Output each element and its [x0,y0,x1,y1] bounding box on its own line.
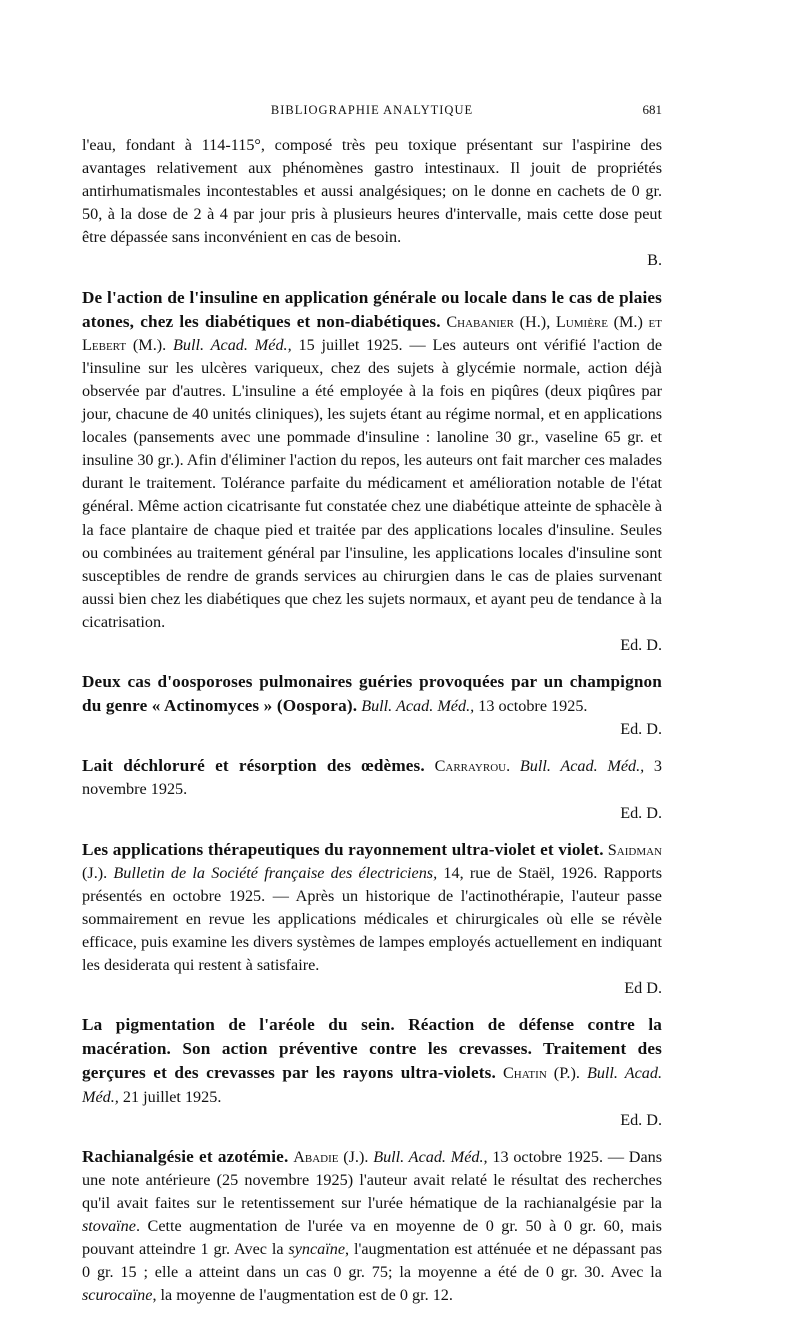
entry-body-part: . Cette augmentation de l'urée va en moyenne de 0 gr. 50 à 0 gr. 60, mais pouvant atteindre 1 gr. Avec la [82,1217,662,1259]
entry-date: 15 juillet 1925. [298,335,403,354]
entry-title: La pigmentation de l'aréole du sein. Réaction de défense contre la macération. Son action préventive contre les crevasses. Traitement des gerçures et des crevasses par les rayons ultra-violets. [82,1015,662,1083]
entry-title: Les applications thérapeutiques du rayonnement ultra-violet et violet. [82,839,604,859]
entry-date: 13 octobre 1925. [478,697,588,716]
entry-pigmentation [82,1013,662,1131]
entry-journal: Bull. Acad. Méd., [519,757,645,776]
entry-ultra-violet [82,838,662,1001]
entry-rachianalgesie [82,1145,662,1308]
entry-body-part: , l'augmentation est atténuée et ne dépassant pas 0 gr. 15 ; elle a atteint dans un cas 0 gr. 75; la moyenne a été de 0 gr. 30. Avec la [82,1240,662,1282]
entry-signature: Ed D. [624,979,662,998]
running-title: BIBLIOGRAPHIE ANALYTIQUE [270,103,474,117]
entry-journal: Bull. Acad. Méd., [361,697,475,716]
entry-title: Deux cas d'oosporoses pulmonaires guéries provoquées par un champignon du genre « Actinomyces » (Oospora). [82,672,662,716]
entry-authors: Carrayrou. [434,757,511,776]
page-header [82,98,662,122]
entry-date: 14, rue de Staël, 1926. [443,863,598,882]
entry-journal: Bull. Acad. Méd., [82,1064,663,1106]
entry-lait-dechlorure [82,754,662,824]
entry-title: De l'action de l'insuline en application générale ou locale dans le cas de plaies atones, chez les diabétiques et non-diabétiques. [82,287,662,331]
entry-continuation [82,134,662,273]
drug-name: scurocaïne [82,1286,153,1305]
entry-title: Lait déchloruré et résorption des œdèmes. [82,756,425,776]
entry-authors: Abadie (J.). [293,1147,369,1166]
entry-body-part: , la moyenne de l'augmentation est de 0 gr. 12. [152,1286,453,1305]
entry-signature: Ed. D. [620,635,662,654]
drug-name: stovaïne [82,1217,136,1236]
entry-signature: Ed. D. [620,803,662,822]
entry-journal: Bull. Acad. Méd., [373,1147,488,1166]
drug-name: syncaïne [288,1240,346,1259]
page-number: 681 [642,102,662,117]
entry-journal: Bull. Acad. Méd., [173,335,292,354]
entry-journal: Bulletin de la Société française des électriciens, [113,863,438,882]
entry-date: 3 novembre 1925. [82,757,663,799]
entry-authors: Saidman (J.). [82,840,662,882]
entry-body-part: — Dans une note antérieure (25 novembre 1925) l'auteur avait relaté le résultat des recherches qu'il avait faites sur le retentissement sur l'urée hématique de la rachianalgésie par la [82,1147,663,1212]
entry-date: 13 octobre 1925. [492,1147,604,1166]
entry-body: Rapports présentés en octobre 1925. — Après un historique de l'actinothérapie, l'auteur passe sommairement en revue les applications médicales et chirurgicales où elle se révèle efficace, puis examine les divers systèmes de lampes employés actuellement en indiquant les desiderata qui restent à satisfaire. [82,863,662,975]
entry-title: Rachianalgésie et azotémie. [82,1146,289,1166]
entry-insuline [82,286,662,658]
entry-signature: Ed. D. [620,1110,662,1129]
entry-body: l'eau, fondant à 114-115°, composé très peu toxique présentant sur l'aspirine des avantages relativement aux phénomènes gastro intestinaux. Il jouit de propriétés antirhumatismales incontestables et aussi analgésiques; on le donne en cachets de 0 gr. 50, à la dose de 2 à 4 par jour pris à plusieurs heures d'intervalle, mais cette dose peut être dépassée sans inconvénient en cas de besoin. [82,136,662,247]
entry-signature: Ed. D. [620,720,662,739]
entry-authors: Chabanier (H.), Lumière (M.) et Lebert (M.). [82,312,662,354]
entry-oosporoses [82,670,662,741]
entry-date: 21 juillet 1925. [122,1087,222,1106]
entry-signature: B. [647,251,662,270]
entry-body: — Les auteurs ont vérifié l'action de l'insuline sur les ulcères variqueux, chez des sujets à glycémie normale, action déjà observée par d'autres. L'insuline a été employée à la fois en piqûres (deux piqûres par jour, chacune de 40 unités cliniques), les sujets étant au régime normal, et en applications locales (pansements avec une pommade d'insuline : lanoline 30 gr., vaseline 65 gr. et insuline 30 gr.). Afin d'éliminer l'action du repos, les auteurs ont fait marcher ces malades durant le traitement. Tolérance parfaite du médicament et amélioration notable de l'état général. Même action cicatrisante fut constatée chez une diabétique atteinte de sphacèle à la face plantaire de chaque pied et traitée par des applications locales d'insuline. Seules ou combinées au traitement général par l'insuline, les applications locales d'insuline sont susceptibles de rendre de grands services au chirurgien dans le cas de plaies survenant aussi bien chez les diabétiques que chez les sujets normaux, et ayant peu de tendance à la cicatrisation. [82,335,663,631]
entry-authors: Chatin (P.). [502,1064,580,1083]
